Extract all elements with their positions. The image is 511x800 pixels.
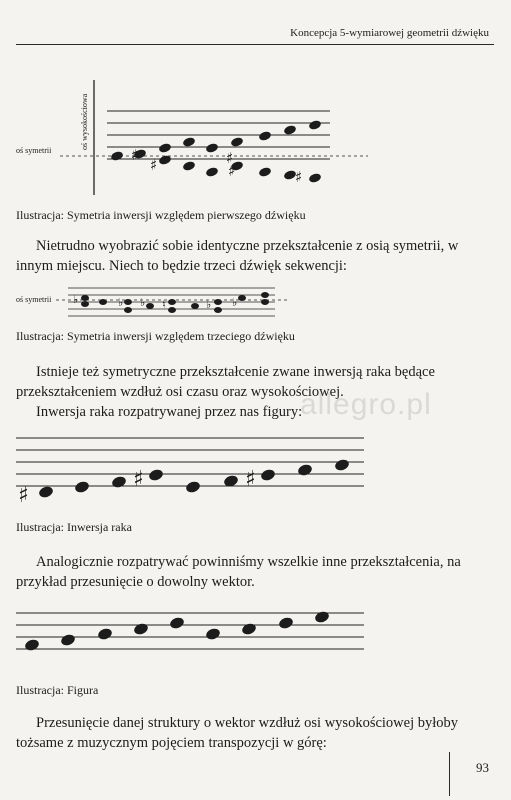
running-header: Koncepcja 5-wymiarowej geometrii dźwięku xyxy=(290,27,489,39)
figure3-staff xyxy=(0,430,511,510)
symmetry-axis-label-2: oś symetrii xyxy=(16,295,52,304)
caption-figure4: Ilustracja: Figura xyxy=(16,683,99,697)
paragraph-1: Nietrudno wyobrazić sobie identyczne przekształcenie z osią symetrii, w innym miejscu. Niech to będzie trzeci dźwięk sekwencji: xyxy=(16,238,459,274)
svg-text:♯: ♯ xyxy=(226,149,234,167)
pitch-axis-label: oś wysokościowa xyxy=(80,93,89,150)
figure3-notes xyxy=(38,458,351,499)
watermark: allegro.pl xyxy=(300,388,432,421)
caption-figure1: Ilustracja: Symetria inwersji względem pierwszego dźwięku xyxy=(16,208,306,222)
svg-text:♯: ♯ xyxy=(150,156,158,174)
paragraph-4: Analogicznie rozpatrywać powinniśmy wszelkie inne przekształcenia, na przykład przesunięcie o dowolny wektor. xyxy=(16,554,461,590)
svg-text:♯: ♯ xyxy=(245,467,256,492)
paragraph-2: Istnieje też symetryczne przekształcenie zwane inwersją raka będące przekształceniem wzdłuż osi czasu oraz wysokościowej. xyxy=(16,364,435,400)
figure1-notes xyxy=(110,119,322,184)
caption-figure2: Ilustracja: Symetria inwersji względem trzeciego dźwięku xyxy=(16,329,295,343)
svg-text:♯: ♯ xyxy=(228,162,236,180)
svg-text:♯: ♯ xyxy=(131,146,139,164)
svg-text:♭: ♭ xyxy=(140,296,146,309)
paragraph-5: Przesunięcie danej struktury o wektor wzdłuż osi wysokościowej byłoby tożsame z muzycznym pojęciem transpozycji w górę: xyxy=(16,715,459,751)
figure3-sharps xyxy=(18,467,256,508)
figure4-staff xyxy=(0,605,511,665)
figure1-staff xyxy=(0,75,511,205)
symmetry-axis-label-1: oś symetrii xyxy=(16,146,52,155)
figure4-notes xyxy=(24,610,331,652)
staff-lines xyxy=(16,438,364,486)
header-rule xyxy=(16,44,494,45)
svg-text:♯: ♯ xyxy=(295,168,303,186)
paragraph-3: Inwersja raka rozpatrywanej przez nas figury: xyxy=(36,404,303,420)
svg-text:♭: ♭ xyxy=(232,296,238,309)
figure2-staff xyxy=(0,284,511,324)
svg-text:♭: ♭ xyxy=(118,296,124,309)
page-number-rule xyxy=(449,752,450,796)
svg-text:♯: ♯ xyxy=(133,467,144,492)
caption-figure3: Ilustracja: Inwersja raka xyxy=(16,520,132,534)
svg-text:♮: ♮ xyxy=(162,298,166,311)
svg-text:♭: ♭ xyxy=(73,293,79,306)
figure1-sharps xyxy=(131,146,302,186)
svg-text:♯: ♯ xyxy=(18,483,29,508)
svg-text:♭: ♭ xyxy=(206,298,212,311)
page-number: 93 xyxy=(476,760,489,775)
